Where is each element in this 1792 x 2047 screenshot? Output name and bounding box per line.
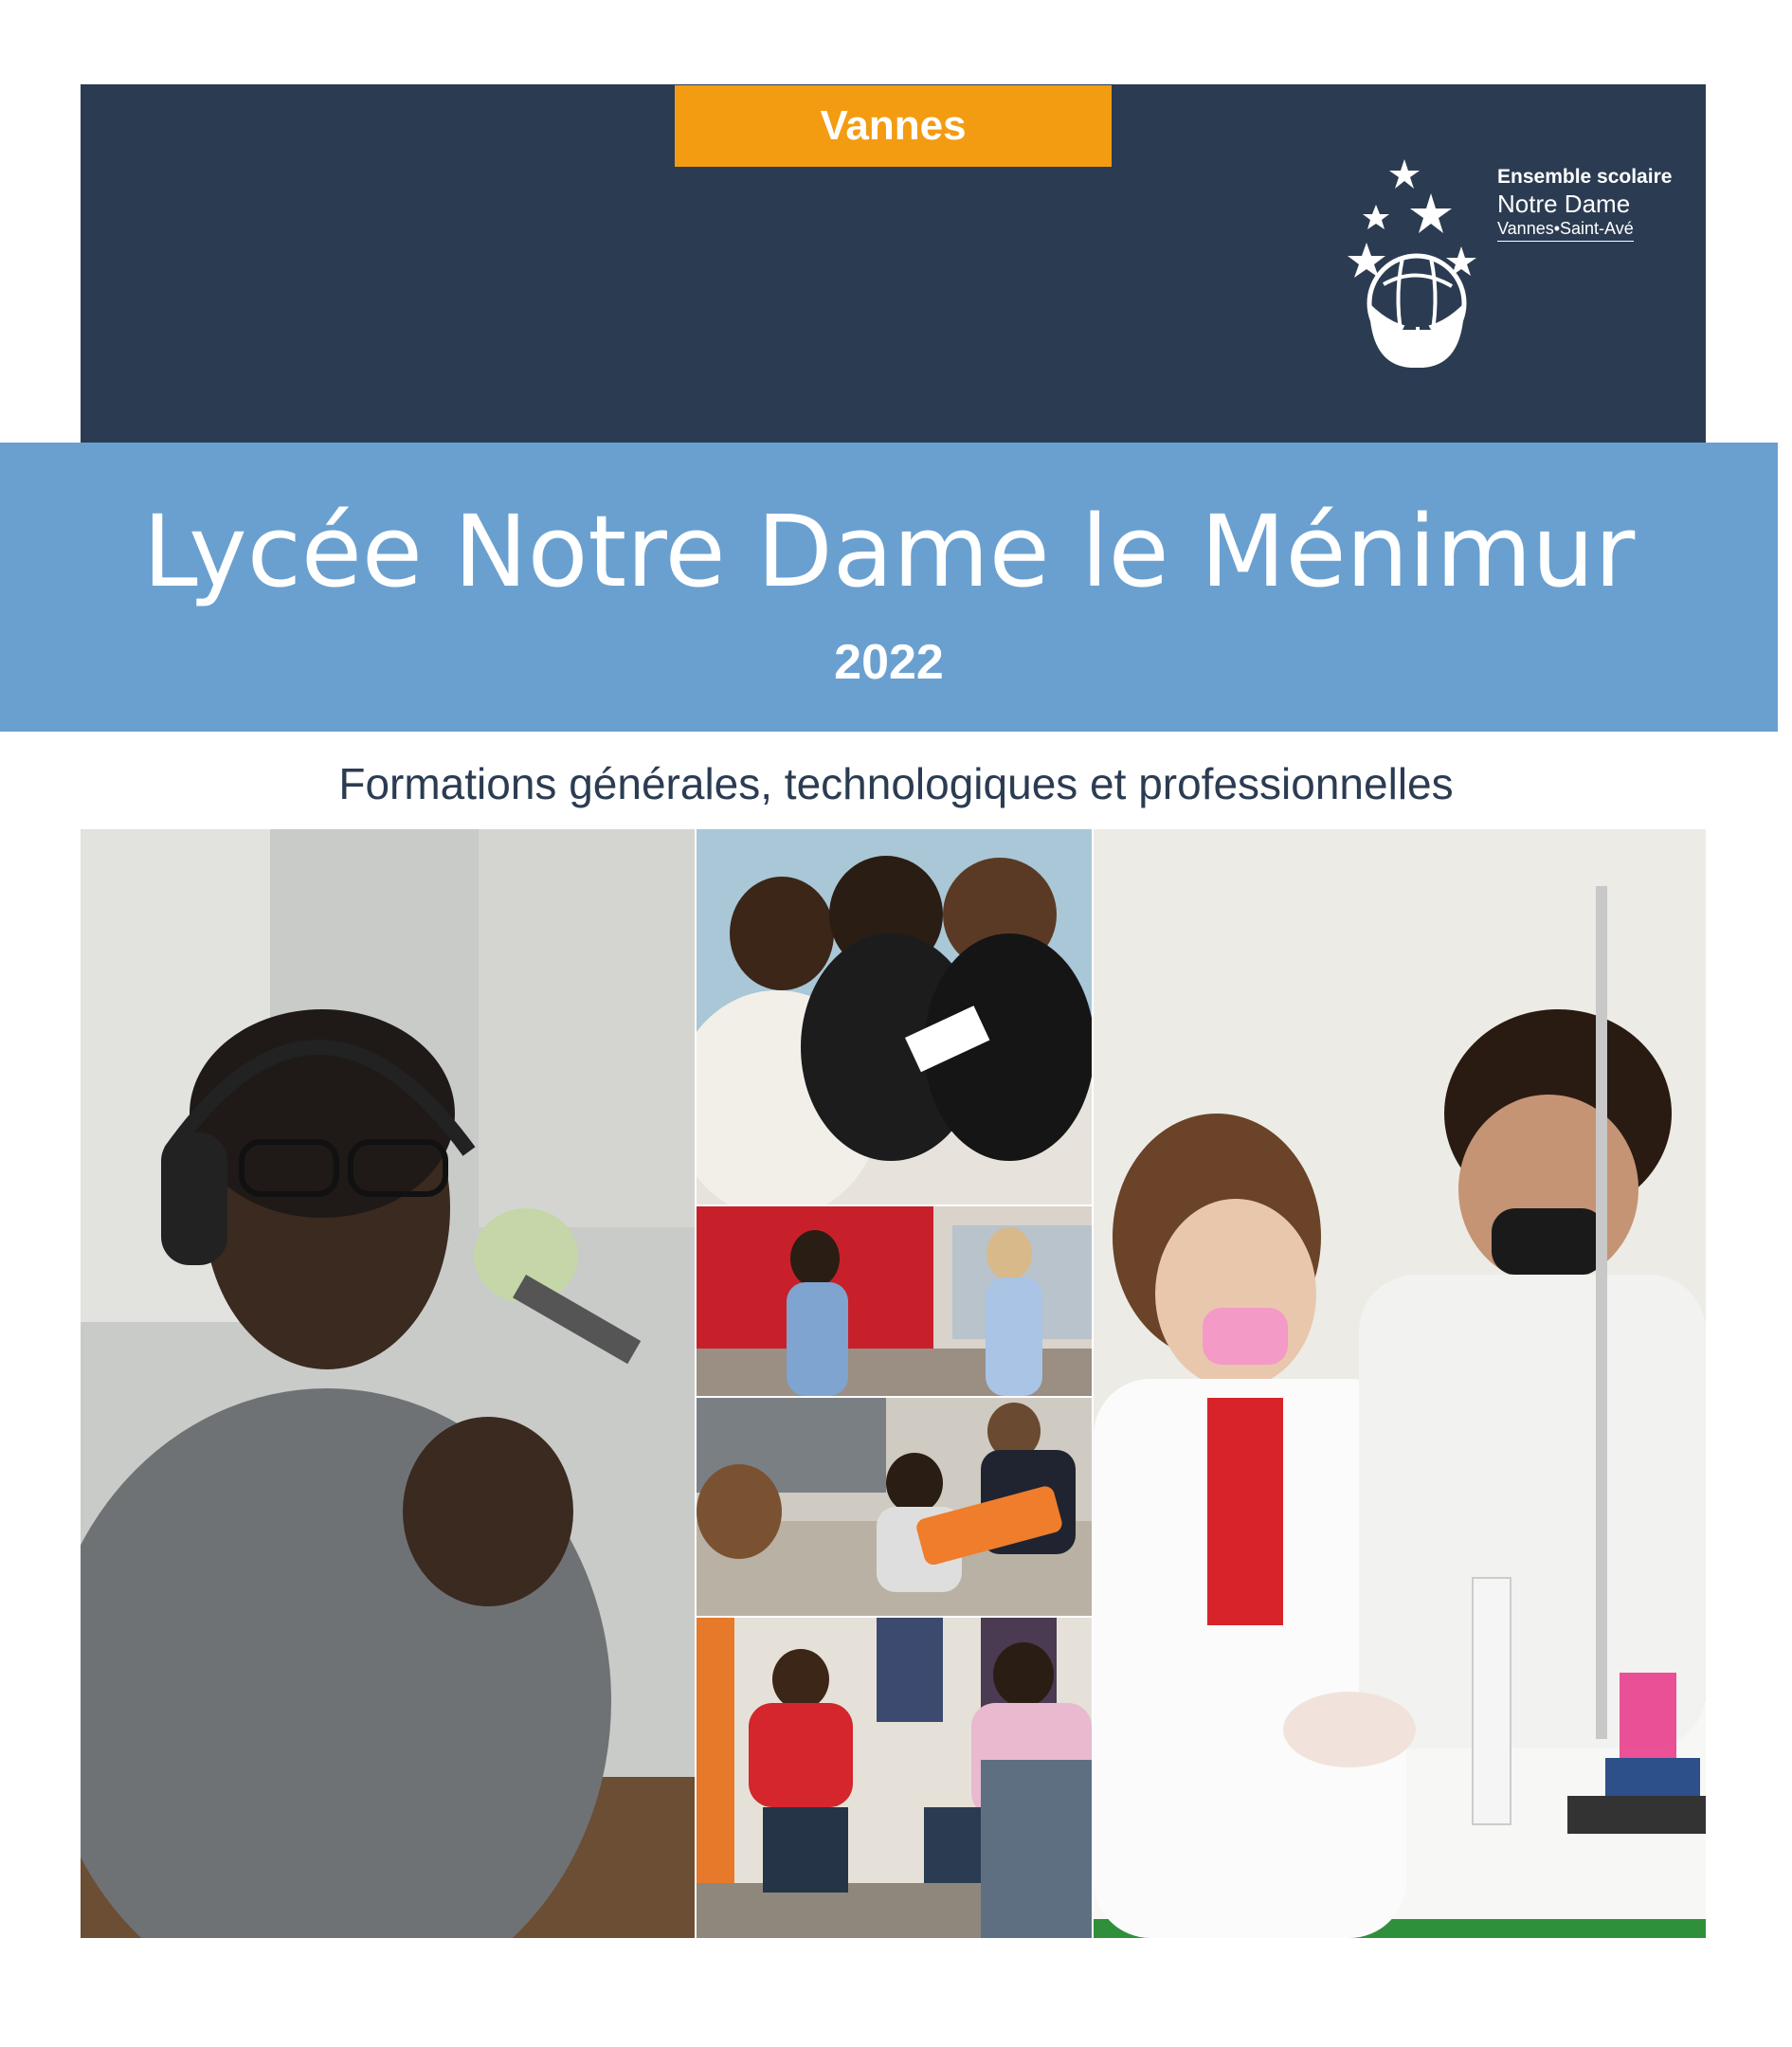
title-band [0, 443, 1778, 732]
city-tag: Vannes [675, 85, 1112, 167]
photo-collage [81, 829, 1706, 1938]
radio-student-photo [81, 829, 695, 1938]
hallway-photo [697, 1206, 1092, 1396]
year-label: 2022 [834, 635, 944, 690]
lounge-photo [697, 1618, 1092, 1938]
logo-line-notre-dame: Notre Dame [1497, 190, 1631, 218]
school-logo [1346, 152, 1687, 379]
logo-line-ensemble: Ensemble scolaire [1497, 166, 1673, 188]
page-title: Lycée Notre Dame le Ménimur [142, 494, 1636, 609]
subtitle: Formations générales, technologiques et professionnelles [338, 759, 1454, 808]
lab-photo [1094, 829, 1706, 1938]
group-study-photo [697, 829, 1092, 1205]
logo-line-location: Vannes•Saint-Avé [1497, 218, 1634, 242]
logo-text [1497, 165, 1672, 242]
logo-icon [1346, 152, 1488, 379]
classroom-photo [697, 1398, 1092, 1616]
